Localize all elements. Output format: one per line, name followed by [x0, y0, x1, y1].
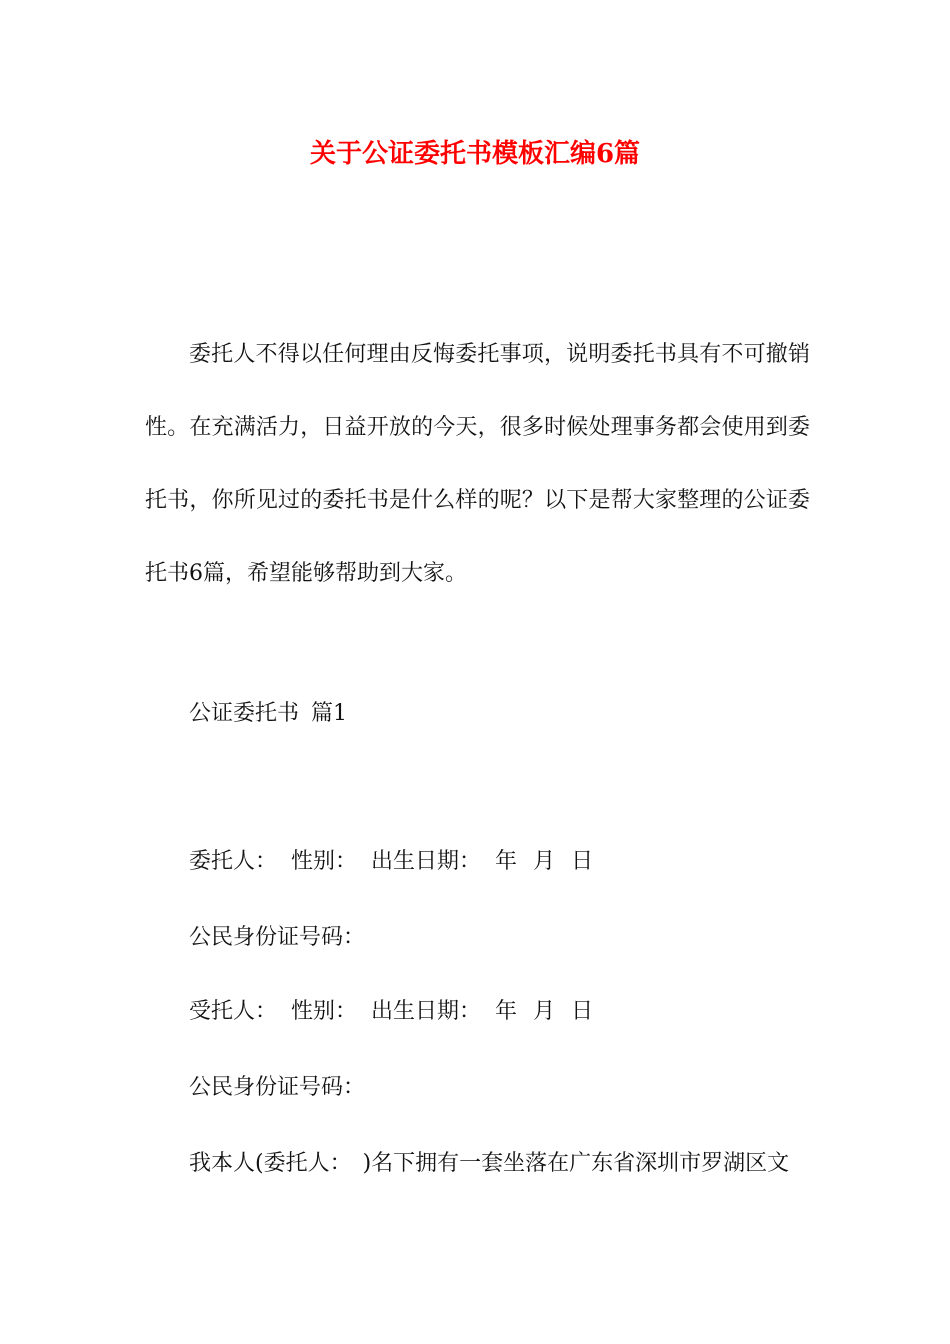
- agent-label: 受托人：: [189, 999, 278, 1024]
- agent-month-label: 月: [533, 999, 556, 1024]
- principal-birth-label: 出生日期：: [371, 849, 482, 874]
- agent-birth-label: 出生日期：: [371, 999, 482, 1024]
- principal-gender-label: 性别：: [291, 849, 358, 874]
- principal-id-line: 公民身份证号码：: [189, 925, 366, 950]
- agent-gender-label: 性别：: [291, 999, 358, 1024]
- agent-id-line: 公民身份证号码：: [189, 1075, 366, 1100]
- agent-line: [189, 992, 829, 1032]
- section-heading: [189, 694, 829, 734]
- principal-year-label: 年: [495, 849, 518, 874]
- section-heading-name: 公证委托书: [189, 701, 300, 726]
- document-title: 关于公证委托书模板汇编6篇: [309, 139, 641, 169]
- agent-day-label: 日: [571, 999, 594, 1024]
- principal-day-label: 日: [571, 849, 594, 874]
- principal-month-label: 月: [533, 849, 556, 874]
- agent-year-label: 年: [495, 999, 518, 1024]
- principal-label: 委托人：: [189, 849, 278, 874]
- principal-line: [189, 842, 829, 882]
- statement-line: 我本人(委托人： )名下拥有一套坐落在广东省深圳市罗湖区文: [189, 1151, 790, 1176]
- section-heading-part: 篇1: [311, 701, 348, 726]
- intro-paragraph: 委托人不得以任何理由反悔委托事项，说明委托书具有不可撤销性。在充满活力，日益开放的今天，很多时候处理事务都会使用到委托书，你所见过的委托书是什么样的呢？以下是帮大家整理的公证委托书6篇，希望能够帮助到大家。: [145, 342, 810, 586]
